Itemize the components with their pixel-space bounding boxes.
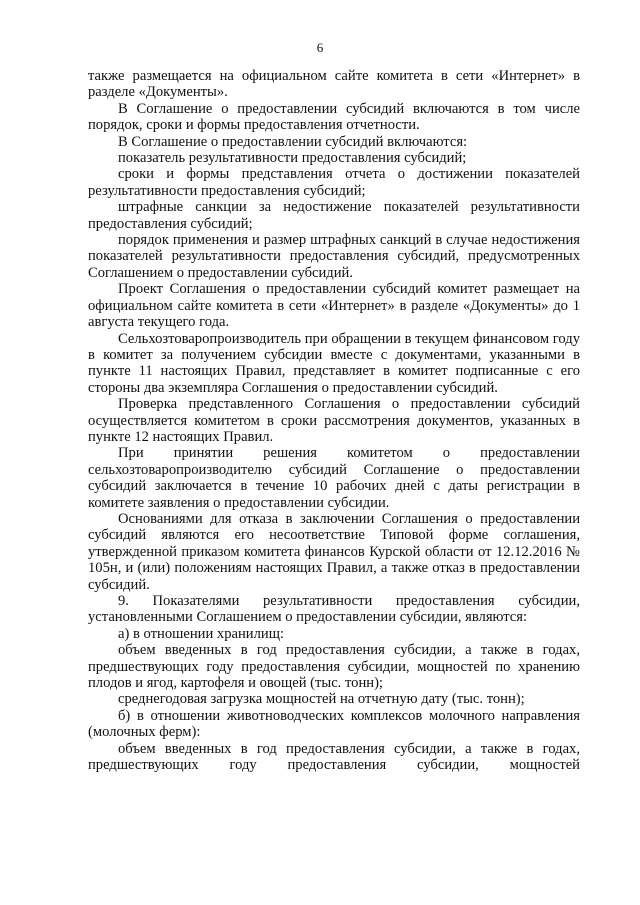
paragraph: среднегодовая загрузка мощностей на отчетную дату (тыс. тонн); — [118, 691, 525, 708]
paragraph: а) в отношении хранилищ: — [118, 625, 284, 642]
paragraph: объем введенных в год предоставления субсидии, а также в годах, предшествующих году предоставления субсидии, мощностей по хранению плодов и ягод, картофеля и овощей (тыс. тонн); — [88, 642, 580, 692]
paragraph: б) в отношении животноводческих комплексов молочного направления (молочных ферм): — [88, 707, 580, 741]
paragraph: сроки и формы представления отчета о достижении показателей результативности предоставления субсидий; — [88, 166, 580, 199]
paragraph: порядок применения и размер штрафных санкций в случае недостижения показателей результативности предоставления субсидий, предусмотренных Соглашением о предоставлении субсидий. — [88, 232, 580, 281]
paragraph: При принятии решения комитетом о предоставлении сельхозтоваропроизводителю субсидий Соглашение о предоставлении субсидий заключается в течение 10 рабочих дней с даты регистрации в комитете заявления о предоставлении субсидии. — [88, 445, 580, 511]
paragraph: также размещается на официальном сайте комитета в сети «Интернет» в разделе «Документы». — [88, 68, 580, 101]
paragraph: объем введенных в год предоставления субсидии, а также в годах, предшествующих году предоставления субсидии, мощностей — [88, 740, 580, 774]
page-number: 6 — [316, 40, 324, 55]
paragraph: Проект Соглашения о предоставлении субсидий комитет размещает на официальном сайте комитета в сети «Интернет» в разделе «Документы» до 1 августа текущего года. — [88, 281, 580, 331]
paragraph: Сельхозтоваропроизводитель при обращении в текущем финансовом году в комитет за получением субсидии вместе с документами, указанными в пункте 11 настоящих Правил, представляет в комитет подписанные с его стороны два экземпляра Соглашения о предоставлении субсидий. — [88, 330, 580, 396]
paragraph: В Соглашение о предоставлении субсидий включаются: — [118, 133, 468, 150]
paragraph: штрафные санкции за недостижение показателей результативности предоставления субсидий; — [88, 199, 580, 232]
paragraph: показатель результативности предоставления субсидий; — [118, 150, 467, 167]
paragraph: В Соглашение о предоставлении субсидий включаются в том числе порядок, сроки и формы предоставления отчетности. — [88, 100, 580, 134]
paragraph: Проверка представленного Соглашения о предоставлении субсидий осуществляется комитетом в сроки рассмотрения документов, указанных в пункте 12 настоящих Правил. — [88, 396, 580, 445]
paragraph: 9. Показателями результативности предоставления субсидии, установленными Соглашением о предоставлении субсидии, являются: — [88, 593, 580, 626]
paragraph: Основаниями для отказа в заключении Соглашения о предоставлении субсидий являются его несоответствие Типовой форме соглашения, утвержденной приказом комитета финансов Курской области от 12.12.2016 № 105н, и (или) положениям настоящих Правил, а также отказ в предоставлении субсидий. — [88, 510, 580, 593]
document-body — [88, 68, 580, 773]
